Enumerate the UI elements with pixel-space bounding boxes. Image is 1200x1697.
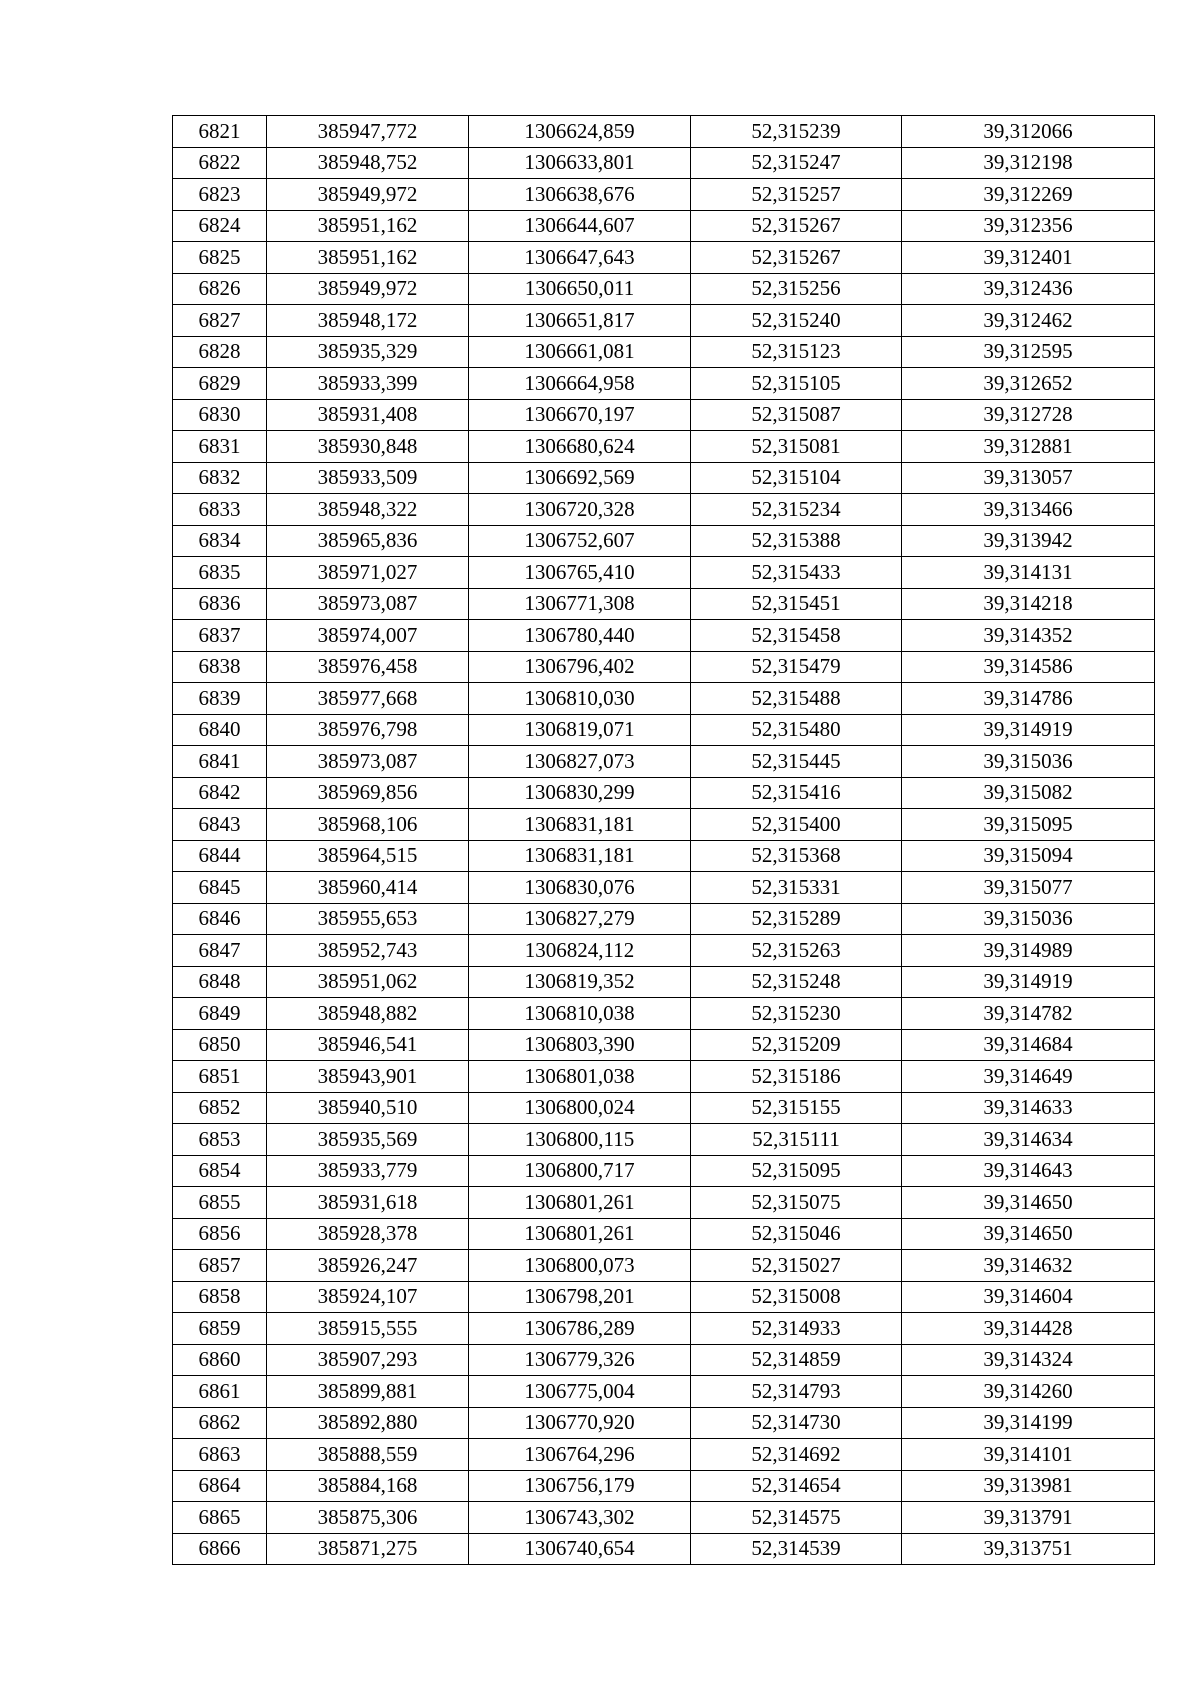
longitude-cell: 39,314101: [902, 1439, 1155, 1471]
longitude-cell: 39,314684: [902, 1029, 1155, 1061]
point-number-cell: 6832: [173, 462, 267, 494]
point-number-cell: 6823: [173, 179, 267, 211]
point-number-cell: 6864: [173, 1470, 267, 1502]
x-coordinate-cell: 385933,509: [267, 462, 469, 494]
longitude-cell: 39,312066: [902, 116, 1155, 148]
x-coordinate-cell: 385871,275: [267, 1533, 469, 1565]
latitude-cell: 52,315400: [691, 809, 902, 841]
point-number-cell: 6829: [173, 368, 267, 400]
latitude-cell: 52,315209: [691, 1029, 902, 1061]
table-row: [173, 1218, 1155, 1250]
x-coordinate-cell: 385940,510: [267, 1092, 469, 1124]
table-row: [173, 525, 1155, 557]
x-coordinate-cell: 385976,458: [267, 651, 469, 683]
table-row: [173, 399, 1155, 431]
point-number-cell: 6853: [173, 1124, 267, 1156]
latitude-cell: 52,314730: [691, 1407, 902, 1439]
longitude-cell: 39,314324: [902, 1344, 1155, 1376]
table-row: [173, 809, 1155, 841]
table-row: [173, 935, 1155, 967]
x-coordinate-cell: 385888,559: [267, 1439, 469, 1471]
point-number-cell: 6831: [173, 431, 267, 463]
y-coordinate-cell: 1306692,569: [469, 462, 691, 494]
longitude-cell: 39,313751: [902, 1533, 1155, 1565]
x-coordinate-cell: 385933,399: [267, 368, 469, 400]
point-number-cell: 6865: [173, 1502, 267, 1534]
y-coordinate-cell: 1306800,115: [469, 1124, 691, 1156]
latitude-cell: 52,314575: [691, 1502, 902, 1534]
y-coordinate-cell: 1306800,073: [469, 1250, 691, 1282]
y-coordinate-cell: 1306819,352: [469, 966, 691, 998]
point-number-cell: 6844: [173, 840, 267, 872]
table-row: [173, 903, 1155, 935]
table-row: [173, 1344, 1155, 1376]
y-coordinate-cell: 1306780,440: [469, 620, 691, 652]
table-row: [173, 273, 1155, 305]
table-row: [173, 557, 1155, 589]
table-row: [173, 872, 1155, 904]
table-row: [173, 462, 1155, 494]
table-row: [173, 179, 1155, 211]
x-coordinate-cell: 385974,007: [267, 620, 469, 652]
y-coordinate-cell: 1306680,624: [469, 431, 691, 463]
x-coordinate-cell: 385924,107: [267, 1281, 469, 1313]
x-coordinate-cell: 385875,306: [267, 1502, 469, 1534]
table-row: [173, 210, 1155, 242]
y-coordinate-cell: 1306770,920: [469, 1407, 691, 1439]
table-row: [173, 1124, 1155, 1156]
point-number-cell: 6859: [173, 1313, 267, 1345]
x-coordinate-cell: 385935,329: [267, 336, 469, 368]
y-coordinate-cell: 1306830,076: [469, 872, 691, 904]
point-number-cell: 6828: [173, 336, 267, 368]
longitude-cell: 39,314428: [902, 1313, 1155, 1345]
latitude-cell: 52,315095: [691, 1155, 902, 1187]
latitude-cell: 52,315267: [691, 242, 902, 274]
point-number-cell: 6824: [173, 210, 267, 242]
table-row: [173, 242, 1155, 274]
longitude-cell: 39,314218: [902, 588, 1155, 620]
x-coordinate-cell: 385892,880: [267, 1407, 469, 1439]
y-coordinate-cell: 1306638,676: [469, 179, 691, 211]
point-number-cell: 6836: [173, 588, 267, 620]
table-row: [173, 1281, 1155, 1313]
latitude-cell: 52,314692: [691, 1439, 902, 1471]
table-row: [173, 1250, 1155, 1282]
y-coordinate-cell: 1306786,289: [469, 1313, 691, 1345]
y-coordinate-cell: 1306644,607: [469, 210, 691, 242]
latitude-cell: 52,315267: [691, 210, 902, 242]
x-coordinate-cell: 385952,743: [267, 935, 469, 967]
x-coordinate-cell: 385968,106: [267, 809, 469, 841]
x-coordinate-cell: 385926,247: [267, 1250, 469, 1282]
y-coordinate-cell: 1306764,296: [469, 1439, 691, 1471]
longitude-cell: 39,314649: [902, 1061, 1155, 1093]
x-coordinate-cell: 385969,856: [267, 777, 469, 809]
coordinates-table-body: [173, 116, 1155, 1565]
latitude-cell: 52,315263: [691, 935, 902, 967]
x-coordinate-cell: 385951,162: [267, 210, 469, 242]
longitude-cell: 39,312269: [902, 179, 1155, 211]
x-coordinate-cell: 385907,293: [267, 1344, 469, 1376]
point-number-cell: 6821: [173, 116, 267, 148]
point-number-cell: 6845: [173, 872, 267, 904]
longitude-cell: 39,312728: [902, 399, 1155, 431]
x-coordinate-cell: 385977,668: [267, 683, 469, 715]
latitude-cell: 52,315256: [691, 273, 902, 305]
point-number-cell: 6847: [173, 935, 267, 967]
table-row: [173, 588, 1155, 620]
point-number-cell: 6858: [173, 1281, 267, 1313]
point-number-cell: 6827: [173, 305, 267, 337]
table-row: [173, 494, 1155, 526]
latitude-cell: 52,315257: [691, 179, 902, 211]
y-coordinate-cell: 1306800,024: [469, 1092, 691, 1124]
table-row: [173, 746, 1155, 778]
latitude-cell: 52,315479: [691, 651, 902, 683]
longitude-cell: 39,314633: [902, 1092, 1155, 1124]
latitude-cell: 52,315230: [691, 998, 902, 1030]
latitude-cell: 52,315388: [691, 525, 902, 557]
latitude-cell: 52,315248: [691, 966, 902, 998]
y-coordinate-cell: 1306647,643: [469, 242, 691, 274]
point-number-cell: 6862: [173, 1407, 267, 1439]
longitude-cell: 39,314919: [902, 714, 1155, 746]
longitude-cell: 39,314989: [902, 935, 1155, 967]
y-coordinate-cell: 1306801,038: [469, 1061, 691, 1093]
point-number-cell: 6848: [173, 966, 267, 998]
latitude-cell: 52,315234: [691, 494, 902, 526]
point-number-cell: 6837: [173, 620, 267, 652]
table-row: [173, 1029, 1155, 1061]
y-coordinate-cell: 1306765,410: [469, 557, 691, 589]
longitude-cell: 39,314643: [902, 1155, 1155, 1187]
latitude-cell: 52,315368: [691, 840, 902, 872]
table-row: [173, 305, 1155, 337]
y-coordinate-cell: 1306798,201: [469, 1281, 691, 1313]
latitude-cell: 52,315331: [691, 872, 902, 904]
y-coordinate-cell: 1306796,402: [469, 651, 691, 683]
x-coordinate-cell: 385948,172: [267, 305, 469, 337]
table-row: [173, 1533, 1155, 1565]
x-coordinate-cell: 385899,881: [267, 1376, 469, 1408]
x-coordinate-cell: 385935,569: [267, 1124, 469, 1156]
table-row: [173, 368, 1155, 400]
x-coordinate-cell: 385965,836: [267, 525, 469, 557]
point-number-cell: 6856: [173, 1218, 267, 1250]
table-row: [173, 336, 1155, 368]
x-coordinate-cell: 385949,972: [267, 179, 469, 211]
point-number-cell: 6863: [173, 1439, 267, 1471]
y-coordinate-cell: 1306810,038: [469, 998, 691, 1030]
point-number-cell: 6825: [173, 242, 267, 274]
point-number-cell: 6830: [173, 399, 267, 431]
table-row: [173, 1439, 1155, 1471]
y-coordinate-cell: 1306830,299: [469, 777, 691, 809]
longitude-cell: 39,314650: [902, 1187, 1155, 1219]
latitude-cell: 52,315104: [691, 462, 902, 494]
x-coordinate-cell: 385964,515: [267, 840, 469, 872]
table-row: [173, 1502, 1155, 1534]
point-number-cell: 6822: [173, 147, 267, 179]
latitude-cell: 52,315433: [691, 557, 902, 589]
longitude-cell: 39,314586: [902, 651, 1155, 683]
table-row: [173, 777, 1155, 809]
x-coordinate-cell: 385948,752: [267, 147, 469, 179]
point-number-cell: 6850: [173, 1029, 267, 1061]
coordinates-table: [172, 115, 1155, 1565]
y-coordinate-cell: 1306720,328: [469, 494, 691, 526]
table-row: [173, 840, 1155, 872]
latitude-cell: 52,315081: [691, 431, 902, 463]
latitude-cell: 52,315239: [691, 116, 902, 148]
point-number-cell: 6861: [173, 1376, 267, 1408]
longitude-cell: 39,315082: [902, 777, 1155, 809]
x-coordinate-cell: 385915,555: [267, 1313, 469, 1345]
longitude-cell: 39,312401: [902, 242, 1155, 274]
latitude-cell: 52,315111: [691, 1124, 902, 1156]
latitude-cell: 52,315451: [691, 588, 902, 620]
longitude-cell: 39,314131: [902, 557, 1155, 589]
table-row: [173, 116, 1155, 148]
x-coordinate-cell: 385931,408: [267, 399, 469, 431]
x-coordinate-cell: 385973,087: [267, 746, 469, 778]
longitude-cell: 39,313466: [902, 494, 1155, 526]
x-coordinate-cell: 385931,618: [267, 1187, 469, 1219]
longitude-cell: 39,314634: [902, 1124, 1155, 1156]
y-coordinate-cell: 1306756,179: [469, 1470, 691, 1502]
x-coordinate-cell: 385960,414: [267, 872, 469, 904]
y-coordinate-cell: 1306801,261: [469, 1218, 691, 1250]
y-coordinate-cell: 1306740,654: [469, 1533, 691, 1565]
latitude-cell: 52,315445: [691, 746, 902, 778]
x-coordinate-cell: 385943,901: [267, 1061, 469, 1093]
y-coordinate-cell: 1306801,261: [469, 1187, 691, 1219]
x-coordinate-cell: 385951,162: [267, 242, 469, 274]
y-coordinate-cell: 1306743,302: [469, 1502, 691, 1534]
point-number-cell: 6866: [173, 1533, 267, 1565]
table-row: [173, 1313, 1155, 1345]
point-number-cell: 6835: [173, 557, 267, 589]
y-coordinate-cell: 1306651,817: [469, 305, 691, 337]
x-coordinate-cell: 385946,541: [267, 1029, 469, 1061]
point-number-cell: 6860: [173, 1344, 267, 1376]
longitude-cell: 39,314782: [902, 998, 1155, 1030]
table-row: [173, 966, 1155, 998]
latitude-cell: 52,314859: [691, 1344, 902, 1376]
longitude-cell: 39,315094: [902, 840, 1155, 872]
longitude-cell: 39,313981: [902, 1470, 1155, 1502]
latitude-cell: 52,315480: [691, 714, 902, 746]
y-coordinate-cell: 1306752,607: [469, 525, 691, 557]
latitude-cell: 52,315008: [691, 1281, 902, 1313]
point-number-cell: 6834: [173, 525, 267, 557]
point-number-cell: 6849: [173, 998, 267, 1030]
x-coordinate-cell: 385928,378: [267, 1218, 469, 1250]
x-coordinate-cell: 385973,087: [267, 588, 469, 620]
longitude-cell: 39,312356: [902, 210, 1155, 242]
x-coordinate-cell: 385948,322: [267, 494, 469, 526]
x-coordinate-cell: 385933,779: [267, 1155, 469, 1187]
latitude-cell: 52,315155: [691, 1092, 902, 1124]
latitude-cell: 52,315488: [691, 683, 902, 715]
x-coordinate-cell: 385949,972: [267, 273, 469, 305]
longitude-cell: 39,314260: [902, 1376, 1155, 1408]
table-row: [173, 431, 1155, 463]
longitude-cell: 39,312198: [902, 147, 1155, 179]
point-number-cell: 6855: [173, 1187, 267, 1219]
latitude-cell: 52,315105: [691, 368, 902, 400]
point-number-cell: 6857: [173, 1250, 267, 1282]
latitude-cell: 52,314539: [691, 1533, 902, 1565]
y-coordinate-cell: 1306800,717: [469, 1155, 691, 1187]
y-coordinate-cell: 1306827,279: [469, 903, 691, 935]
latitude-cell: 52,315123: [691, 336, 902, 368]
longitude-cell: 39,314199: [902, 1407, 1155, 1439]
latitude-cell: 52,315458: [691, 620, 902, 652]
longitude-cell: 39,314352: [902, 620, 1155, 652]
longitude-cell: 39,314786: [902, 683, 1155, 715]
x-coordinate-cell: 385971,027: [267, 557, 469, 589]
y-coordinate-cell: 1306831,181: [469, 809, 691, 841]
table-row: [173, 1187, 1155, 1219]
longitude-cell: 39,313942: [902, 525, 1155, 557]
longitude-cell: 39,313057: [902, 462, 1155, 494]
latitude-cell: 52,315289: [691, 903, 902, 935]
table-row: [173, 1092, 1155, 1124]
latitude-cell: 52,315416: [691, 777, 902, 809]
longitude-cell: 39,314919: [902, 966, 1155, 998]
point-number-cell: 6841: [173, 746, 267, 778]
y-coordinate-cell: 1306824,112: [469, 935, 691, 967]
longitude-cell: 39,314650: [902, 1218, 1155, 1250]
latitude-cell: 52,314654: [691, 1470, 902, 1502]
longitude-cell: 39,312436: [902, 273, 1155, 305]
point-number-cell: 6842: [173, 777, 267, 809]
latitude-cell: 52,315087: [691, 399, 902, 431]
table-row: [173, 1155, 1155, 1187]
longitude-cell: 39,312652: [902, 368, 1155, 400]
y-coordinate-cell: 1306661,081: [469, 336, 691, 368]
longitude-cell: 39,315036: [902, 903, 1155, 935]
table-row: [173, 714, 1155, 746]
longitude-cell: 39,315036: [902, 746, 1155, 778]
y-coordinate-cell: 1306819,071: [469, 714, 691, 746]
longitude-cell: 39,312595: [902, 336, 1155, 368]
y-coordinate-cell: 1306827,073: [469, 746, 691, 778]
y-coordinate-cell: 1306831,181: [469, 840, 691, 872]
x-coordinate-cell: 385884,168: [267, 1470, 469, 1502]
longitude-cell: 39,314632: [902, 1250, 1155, 1282]
latitude-cell: 52,314933: [691, 1313, 902, 1345]
y-coordinate-cell: 1306779,326: [469, 1344, 691, 1376]
y-coordinate-cell: 1306775,004: [469, 1376, 691, 1408]
longitude-cell: 39,315077: [902, 872, 1155, 904]
x-coordinate-cell: 385948,882: [267, 998, 469, 1030]
table-row: [173, 1407, 1155, 1439]
y-coordinate-cell: 1306624,859: [469, 116, 691, 148]
latitude-cell: 52,315247: [691, 147, 902, 179]
y-coordinate-cell: 1306810,030: [469, 683, 691, 715]
y-coordinate-cell: 1306650,011: [469, 273, 691, 305]
x-coordinate-cell: 385947,772: [267, 116, 469, 148]
latitude-cell: 52,315075: [691, 1187, 902, 1219]
latitude-cell: 52,315186: [691, 1061, 902, 1093]
x-coordinate-cell: 385951,062: [267, 966, 469, 998]
x-coordinate-cell: 385976,798: [267, 714, 469, 746]
point-number-cell: 6833: [173, 494, 267, 526]
point-number-cell: 6851: [173, 1061, 267, 1093]
point-number-cell: 6826: [173, 273, 267, 305]
x-coordinate-cell: 385930,848: [267, 431, 469, 463]
table-row: [173, 1061, 1155, 1093]
y-coordinate-cell: 1306803,390: [469, 1029, 691, 1061]
table-row: [173, 998, 1155, 1030]
latitude-cell: 52,314793: [691, 1376, 902, 1408]
point-number-cell: 6852: [173, 1092, 267, 1124]
table-row: [173, 1376, 1155, 1408]
y-coordinate-cell: 1306664,958: [469, 368, 691, 400]
longitude-cell: 39,315095: [902, 809, 1155, 841]
x-coordinate-cell: 385955,653: [267, 903, 469, 935]
table-row: [173, 683, 1155, 715]
y-coordinate-cell: 1306633,801: [469, 147, 691, 179]
table-row: [173, 1470, 1155, 1502]
point-number-cell: 6854: [173, 1155, 267, 1187]
point-number-cell: 6843: [173, 809, 267, 841]
longitude-cell: 39,313791: [902, 1502, 1155, 1534]
latitude-cell: 52,315027: [691, 1250, 902, 1282]
y-coordinate-cell: 1306771,308: [469, 588, 691, 620]
latitude-cell: 52,315046: [691, 1218, 902, 1250]
point-number-cell: 6838: [173, 651, 267, 683]
longitude-cell: 39,312462: [902, 305, 1155, 337]
y-coordinate-cell: 1306670,197: [469, 399, 691, 431]
point-number-cell: 6846: [173, 903, 267, 935]
longitude-cell: 39,312881: [902, 431, 1155, 463]
table-row: [173, 620, 1155, 652]
longitude-cell: 39,314604: [902, 1281, 1155, 1313]
table-row: [173, 651, 1155, 683]
latitude-cell: 52,315240: [691, 305, 902, 337]
point-number-cell: 6839: [173, 683, 267, 715]
point-number-cell: 6840: [173, 714, 267, 746]
table-row: [173, 147, 1155, 179]
